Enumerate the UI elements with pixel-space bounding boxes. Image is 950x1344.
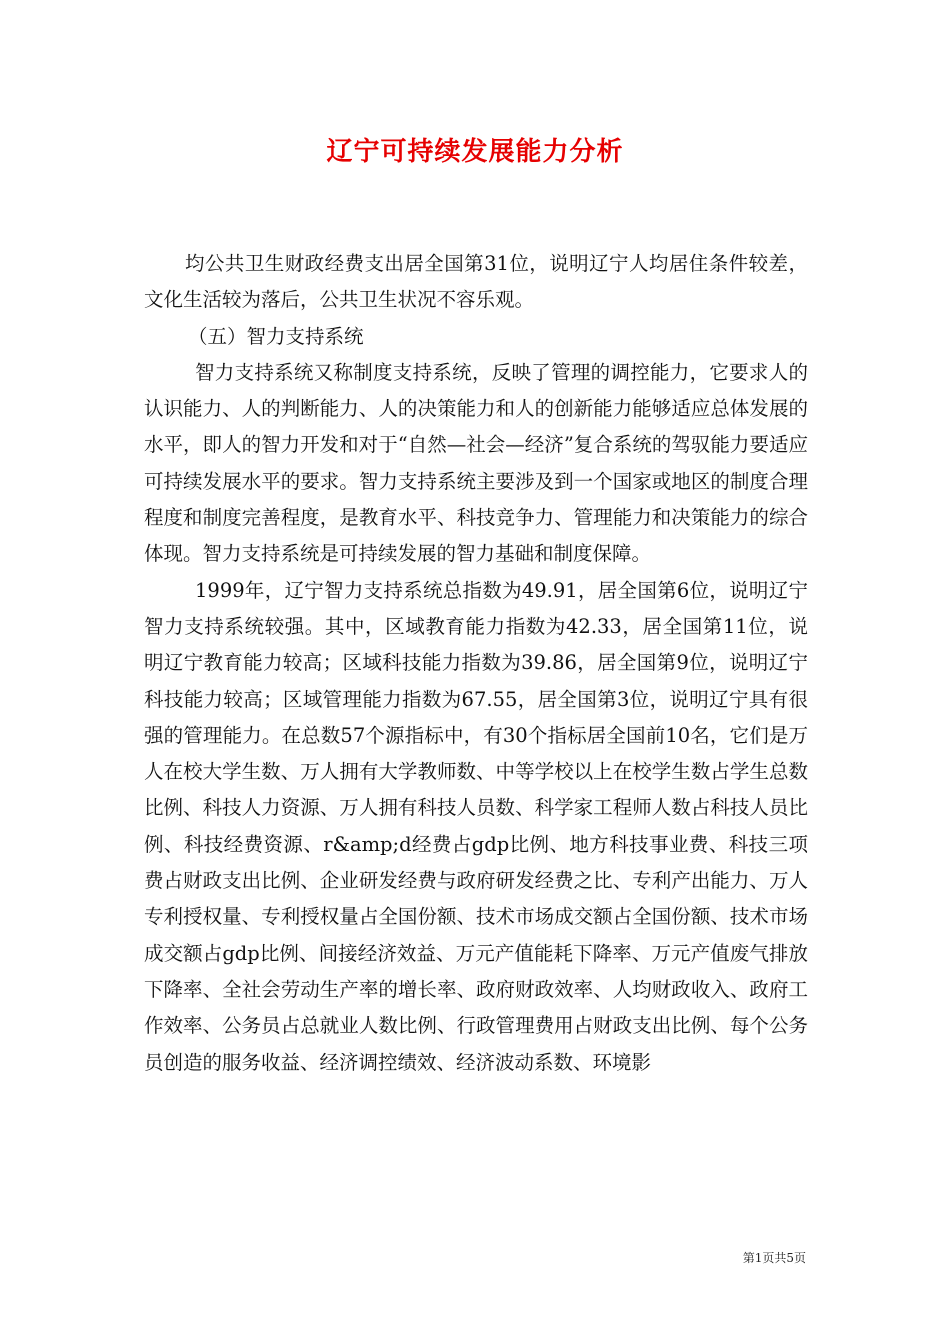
document-title: 辽宁可持续发展能力分析 <box>326 137 624 167</box>
document-body <box>144 246 808 1081</box>
section-heading-intellectual-support: （五）智力支持系统 <box>188 324 364 348</box>
paragraph-public-health: 均公共卫生财政经费支出居全国第31位，说明辽宁人均居住条件较差，文化生活较为落后，公共卫生状况不容乐观。 <box>144 252 808 312</box>
paragraph-1999-statistics: 1999年，辽宁智力支持系统总指数为49.91，居全国第6位，说明辽宁智力支持系统较强。其中，区域教育能力指数为42.33，居全国第11位，说明辽宁教育能力较高；区域科技能力指数为39.86，居全国第9位，说明辽宁科技能力较高；区域管理能力指数为67.55，居全国第3位，说明辽宁具有很强的管理能力。在总数57个源指标中，有30个指标居全国前10名，它们是万人在校大学生数、万人拥有大学教师数、中等学校以上在校学生数占学生总数比例、科技人力资源、万人拥有科技人员数、科学家工程师人数占科技人员比例、科技经费资源、r&amp;d经费占gdp比例、地方科技事业费、科技三项费占财政支出比例、企业研发经费与政府研发经费之比、专利产出能力、万人专利授权量、专利授权量占全国份额、技术市场成交额占全国份额、技术市场成交额占gdp比例、间接经济效益、万元产值能耗下降率、万元产值废气排放下降率、全社会劳动生产率的增长率、政府财政效率、人均财政收入、政府工作效率、公务员占总就业人数比例、行政管理费用占财政支出比例、每个公务员创造的服务收益、经济调控绩效、经济波动系数、环境影 <box>144 578 808 1074</box>
paragraph-system-definition: 智力支持系统又称制度支持系统，反映了管理的调控能力，它要求人的认识能力、人的判断能力、人的决策能力和人的创新能力能够适应总体发展的水平，即人的智力开发和对于“自然—社会—经济”复合系统的驾驭能力要适应可持续发展水平的要求。智力支持系统主要涉及到一个国家或地区的制度合理程度和制度完善程度，是教育水平、科技竞争力、管理能力和决策能力的综合体现。智力支持系统是可持续发展的智力基础和制度保障。 <box>144 360 808 566</box>
page-number-footer: 第1页共5页 <box>742 1251 806 1265</box>
